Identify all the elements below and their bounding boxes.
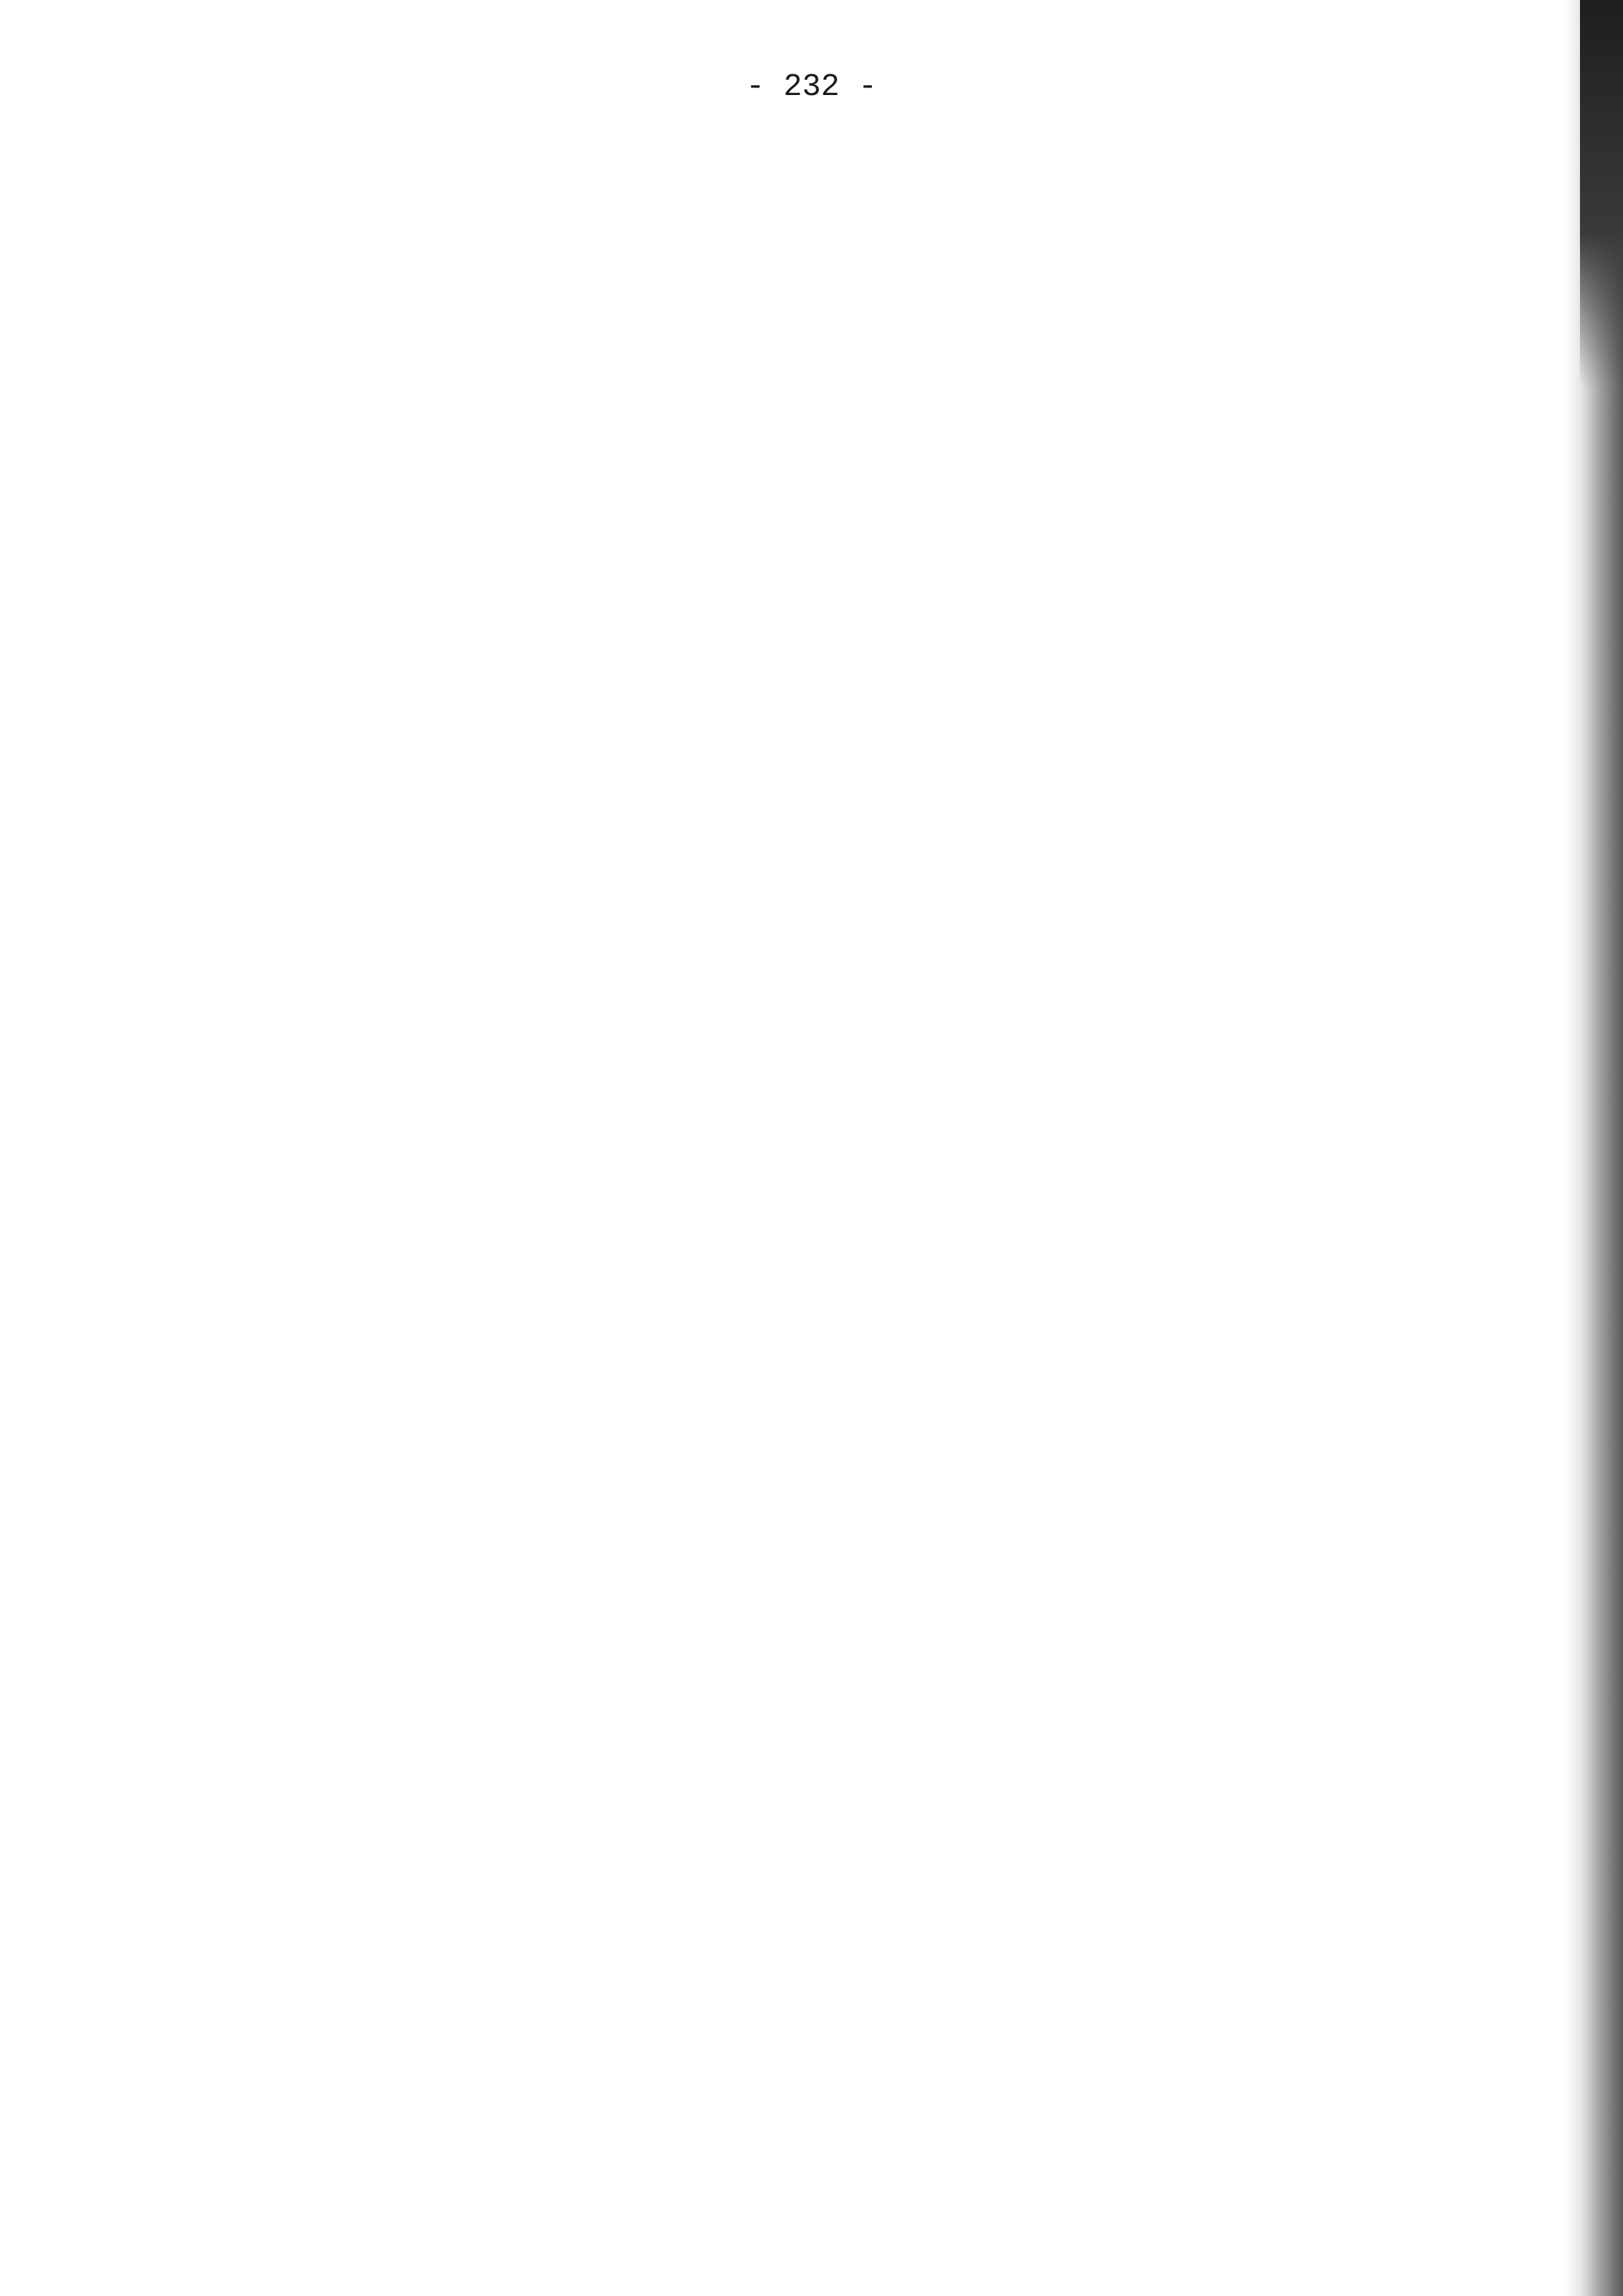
binding-edge-dark bbox=[1580, 0, 1623, 388]
page-number: - 232 - bbox=[746, 69, 877, 105]
